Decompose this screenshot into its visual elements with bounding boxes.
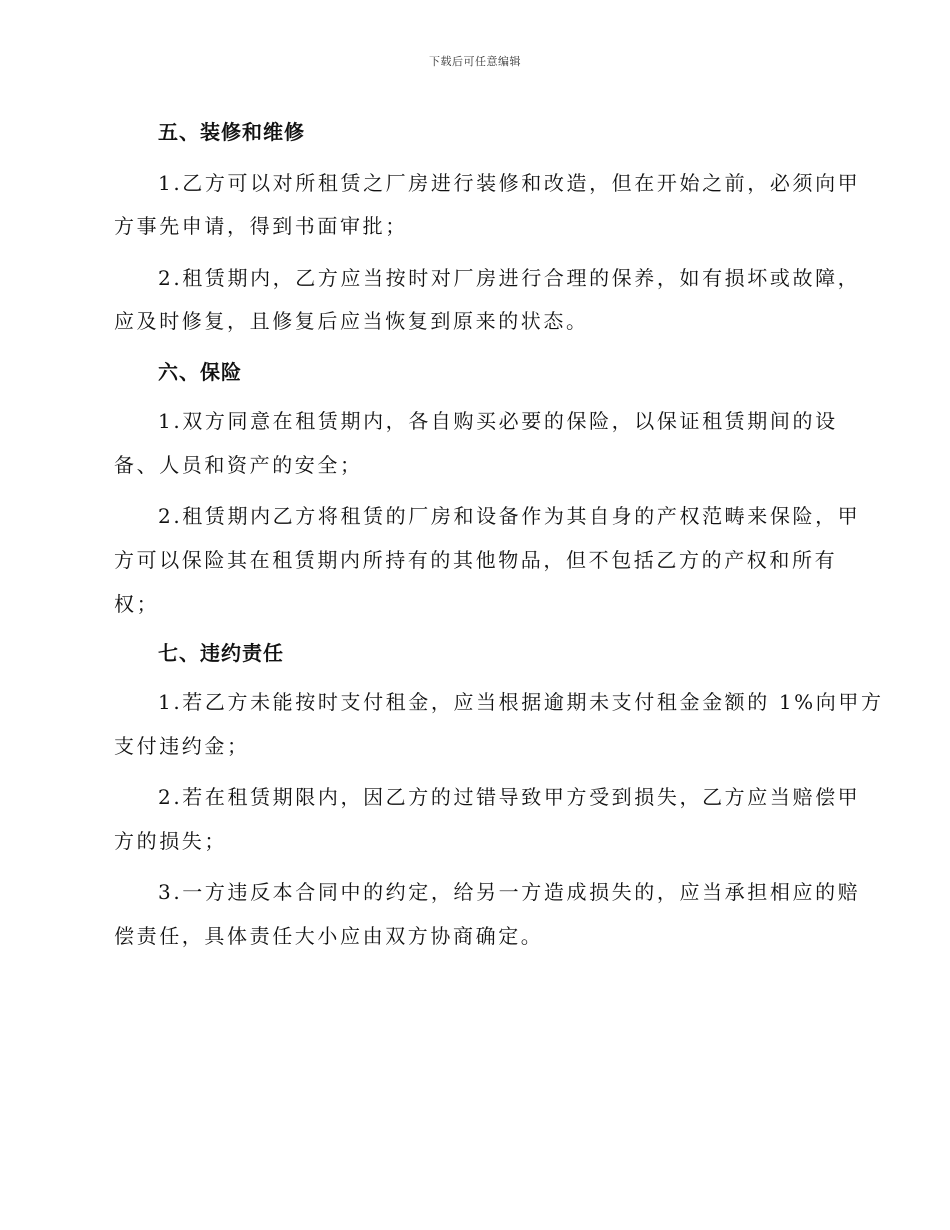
paragraph-line: 1.乙方可以对所租赁之厂房进行装修和改造，但在开始之前，必须向甲 bbox=[158, 171, 861, 195]
paragraph-line: 备、人员和资产的安全； bbox=[114, 453, 363, 477]
paragraph-line: 方事先申请，得到书面审批； bbox=[114, 214, 408, 238]
paragraph-line: 偿责任，具体责任大小应由双方协商确定。 bbox=[114, 924, 544, 948]
paragraph-line: 2.租赁期内乙方将租赁的厂房和设备作为其自身的产权范畴来保险，甲 bbox=[158, 504, 861, 528]
section-heading-5: 五、装修和维修 bbox=[158, 120, 305, 144]
paragraph-line: 方的损失； bbox=[114, 829, 227, 853]
paragraph-line: 2.若在租赁期限内，因乙方的过错导致甲方受到损失，乙方应当赔偿甲 bbox=[158, 785, 861, 809]
section-heading-7: 七、违约责任 bbox=[158, 641, 284, 665]
paragraph-line: 应及时修复，且修复后应当恢复到原来的状态。 bbox=[114, 309, 589, 333]
paragraph-line: 方可以保险其在租赁期内所持有的其他物品，但不包括乙方的产权和所有 bbox=[114, 548, 838, 572]
paragraph-line: 支付违约金； bbox=[114, 734, 250, 758]
paragraph-line: 1.双方同意在租赁期内，各自购买必要的保险，以保证租赁期间的设 bbox=[158, 409, 838, 433]
paragraph-line: 1.若乙方未能按时支付租金，应当根据逾期未支付租金金额的 1%向甲方 bbox=[158, 690, 884, 714]
paragraph-line: 2.租赁期内，乙方应当按时对厂房进行合理的保养，如有损坏或故障， bbox=[158, 266, 861, 290]
header-note: 下载后可任意编辑 bbox=[429, 55, 521, 68]
paragraph-line: 3.一方违反本合同中的约定，给另一方造成损失的，应当承担相应的赔 bbox=[158, 880, 861, 904]
paragraph-line: 权； bbox=[114, 592, 160, 616]
section-heading-6: 六、保险 bbox=[158, 360, 242, 384]
